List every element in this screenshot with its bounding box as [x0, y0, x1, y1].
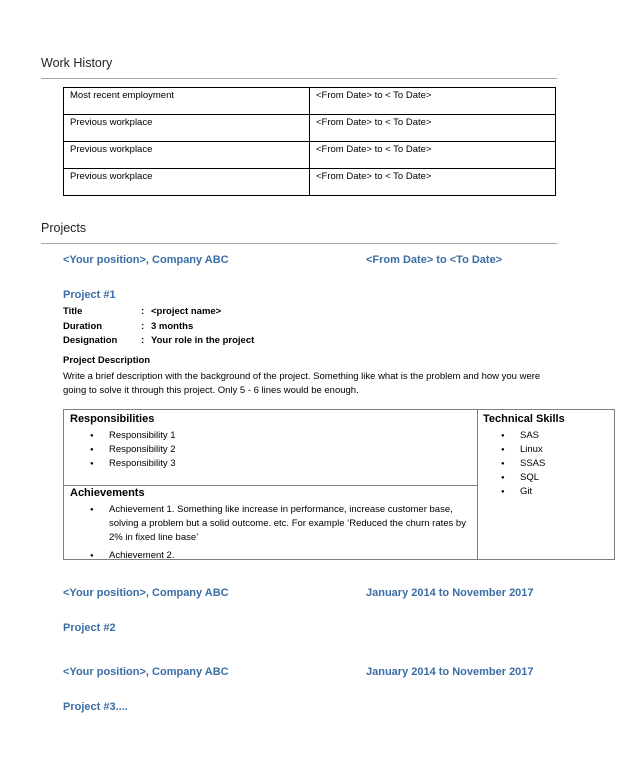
title-label: Title	[63, 306, 83, 317]
project-duration-row	[63, 321, 363, 335]
work-history-title: Work History	[41, 56, 113, 70]
project-title-row	[63, 306, 363, 320]
position-dates: January 2014 to November 2017	[366, 666, 534, 678]
table-row	[64, 142, 556, 169]
dates-cell: <From Date> to < To Date>	[310, 142, 556, 169]
responsibilities-heading: Responsibilities	[70, 413, 155, 425]
column-divider	[477, 410, 478, 559]
list-item: ● SSAS	[501, 457, 601, 471]
position-company: <Your position>, Company ABC	[63, 587, 229, 599]
position-company: <Your position>, Company ABC	[63, 254, 229, 266]
row-divider	[64, 485, 477, 486]
technical-skills-heading: Technical Skills	[483, 413, 565, 425]
list-item: ● Responsibility 1	[90, 429, 470, 443]
project-description-text: Write a brief description with the background of the project. Something like what is the problem and how you were going to solve it through this project. Only 5 - 6 lines would be enough.	[63, 371, 541, 396]
dates-cell: <From Date> to < To Date>	[310, 169, 556, 196]
section-divider	[41, 78, 557, 79]
title-value: <project name>	[151, 306, 222, 317]
project-heading: Project #3....	[63, 701, 128, 713]
achievements-heading: Achievements	[70, 487, 145, 499]
list-item: ● Git	[501, 485, 601, 499]
colon: :	[141, 335, 145, 346]
table-row	[64, 169, 556, 196]
table-row	[64, 88, 556, 115]
position-dates: January 2014 to November 2017	[366, 587, 534, 599]
dates-cell: <From Date> to < To Date>	[310, 115, 556, 142]
duration-label: Duration	[63, 321, 103, 332]
position-dates: <From Date> to <To Date>	[366, 254, 503, 266]
employer-cell: Previous workplace	[64, 169, 310, 196]
employer-cell: Most recent employment	[64, 88, 310, 115]
list-item: ● SAS	[501, 429, 601, 443]
project-description-heading: Project Description	[63, 355, 151, 366]
list-item: ● SQL	[501, 471, 601, 485]
position-company: <Your position>, Company ABC	[63, 666, 229, 678]
work-history-table	[63, 87, 556, 196]
project-heading: Project #1	[63, 289, 116, 301]
designation-value: Your role in the project	[151, 335, 255, 346]
duration-value: 3 months	[151, 321, 194, 332]
achievements-list	[90, 503, 475, 563]
list-item: ● Responsibility 3	[90, 457, 470, 471]
employer-cell: Previous workplace	[64, 142, 310, 169]
section-divider	[41, 243, 557, 244]
colon: :	[141, 306, 145, 317]
table-row	[64, 115, 556, 142]
project-designation-row	[63, 335, 363, 349]
project-details-box	[63, 409, 615, 560]
project-heading: Project #2	[63, 622, 116, 634]
dates-cell: <From Date> to < To Date>	[310, 88, 556, 115]
designation-label: Designation	[63, 335, 118, 346]
colon: :	[141, 321, 145, 332]
list-item: ● Achievement 2.	[90, 549, 475, 563]
technical-skills-list	[501, 429, 601, 499]
list-item: ● Linux	[501, 443, 601, 457]
list-item: ● Achievement 1. Something like increase in performance, increase customer base, solving a problem but a solid outcome. etc. For example ‘Reduced the churn rates by 2% in fixed line base’	[90, 503, 475, 545]
projects-title: Projects	[41, 221, 87, 235]
responsibilities-list	[90, 429, 470, 471]
list-item: ● Responsibility 2	[90, 443, 470, 457]
employer-cell: Previous workplace	[64, 115, 310, 142]
